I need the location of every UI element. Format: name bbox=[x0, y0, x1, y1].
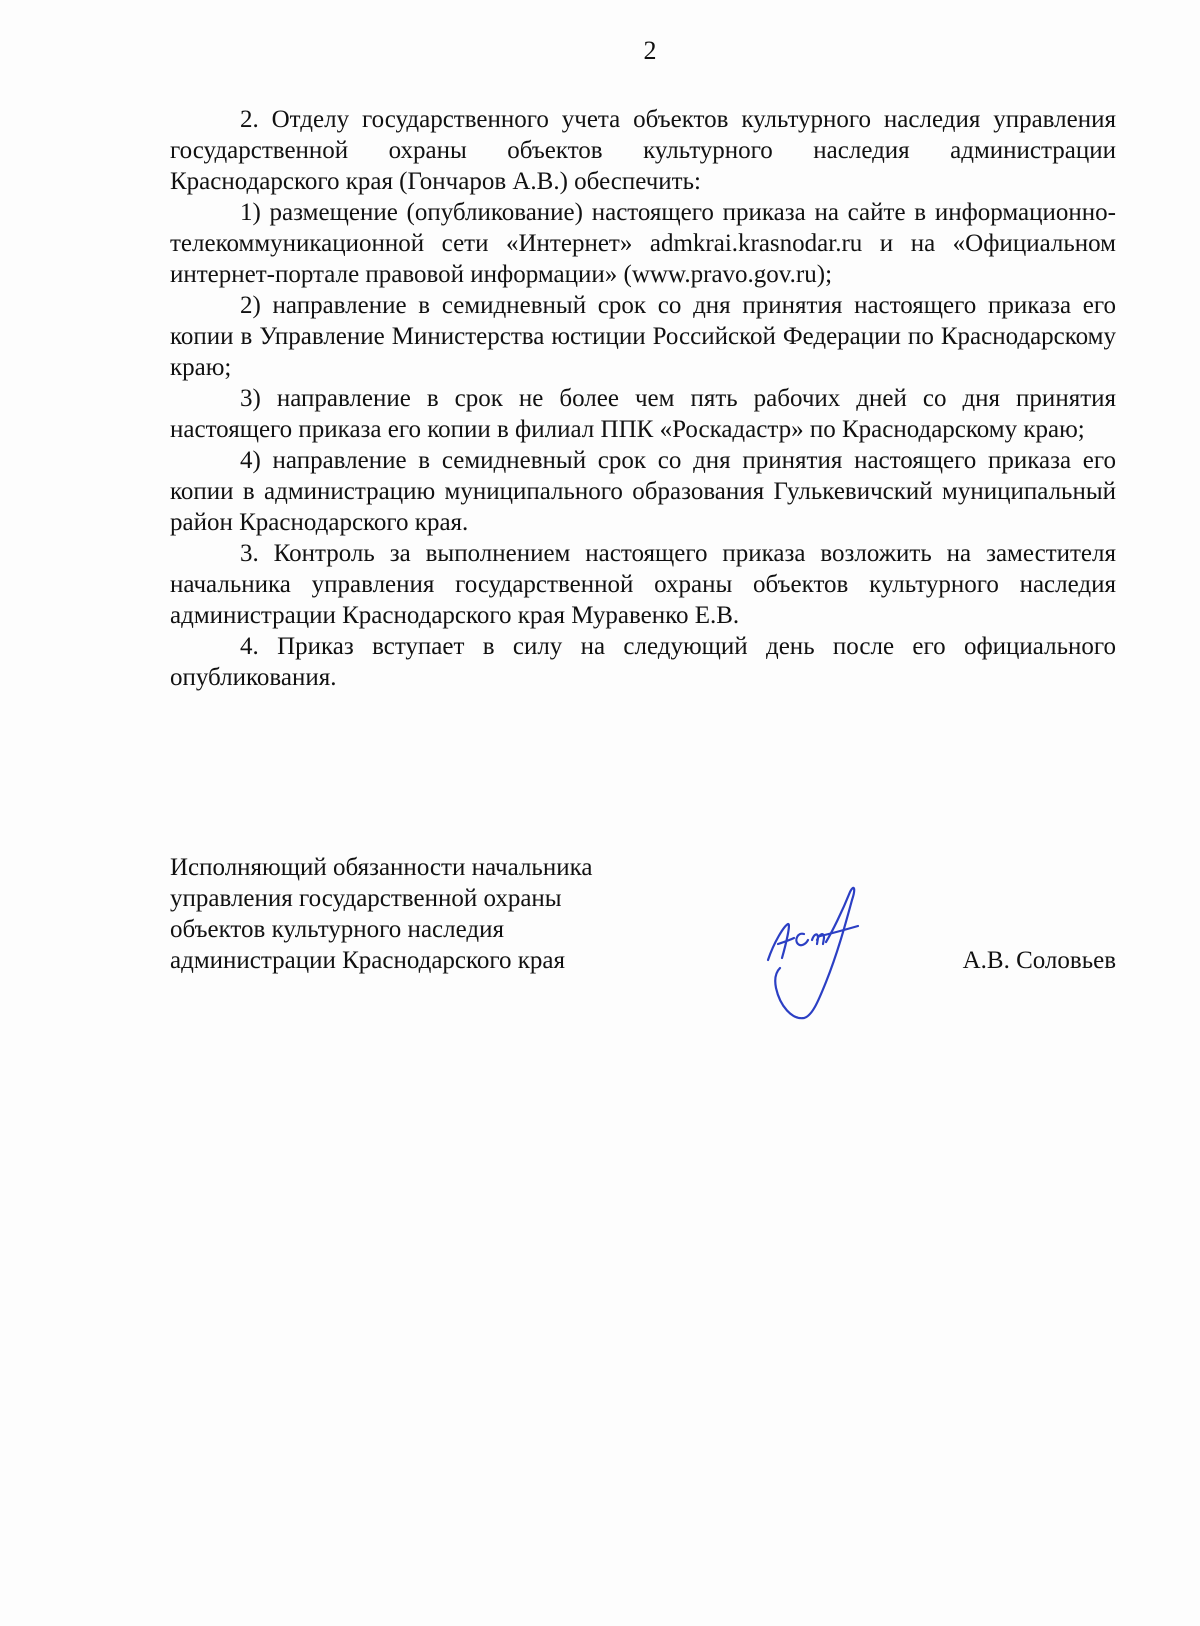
signature-block bbox=[170, 852, 1116, 1032]
paragraph-subitem-3: 3) направление в срок не более чем пять рабочих дней со дня принятия настоящего приказа его копии в филиал ППК «Роскадастр» по Краснодарскому краю; bbox=[170, 385, 1116, 443]
signatory-position-line: администрации Краснодарского края bbox=[170, 947, 566, 974]
signatory-position-line: Исполняющий обязанности начальника bbox=[170, 854, 593, 881]
paragraph-item-3: 3. Контроль за выполнением настоящего приказа возложить на заместителя начальника управления государственной охраны объектов культурного наследия администрации Краснодарского края Муравенко Е.В. bbox=[170, 540, 1116, 629]
paragraph-subitem-1: 1) размещение (опубликование) настоящего приказа на сайте в информационно-телекоммуникационной сети «Интернет» admkrai.krasnodar.ru и на «Официальном интернет-портале правовой информации» (www.pravo.gov.ru); bbox=[170, 199, 1116, 288]
handwritten-signature-icon bbox=[760, 882, 870, 1032]
signatory-name: А.В. Соловьев bbox=[962, 947, 1116, 974]
signatory-position-line: управления государственной охраны bbox=[170, 885, 562, 912]
paragraph-item-4: 4. Приказ вступает в силу на следующий день после его официального опубликования. bbox=[170, 633, 1116, 691]
paragraph-subitem-4: 4) направление в семидневный срок со дня принятия настоящего приказа его копии в администрацию муниципального образования Гулькевичский муниципальный район Краснодарского края. bbox=[170, 447, 1116, 536]
signatory-position bbox=[170, 852, 690, 976]
page-number: 2 bbox=[643, 36, 657, 65]
signatory-position-line: объектов культурного наследия bbox=[170, 916, 504, 943]
paragraph-item-2: 2. Отделу государственного учета объектов культурного наследия управления государственной охраны объектов культурного наследия администрации Краснодарского края (Гончаров А.В.) обеспечить: bbox=[170, 106, 1116, 195]
document-body bbox=[170, 104, 1116, 693]
paragraph-subitem-2: 2) направление в семидневный срок со дня принятия настоящего приказа его копии в Управление Министерства юстиции Российской Федерации по Краснодарскому краю; bbox=[170, 292, 1116, 381]
